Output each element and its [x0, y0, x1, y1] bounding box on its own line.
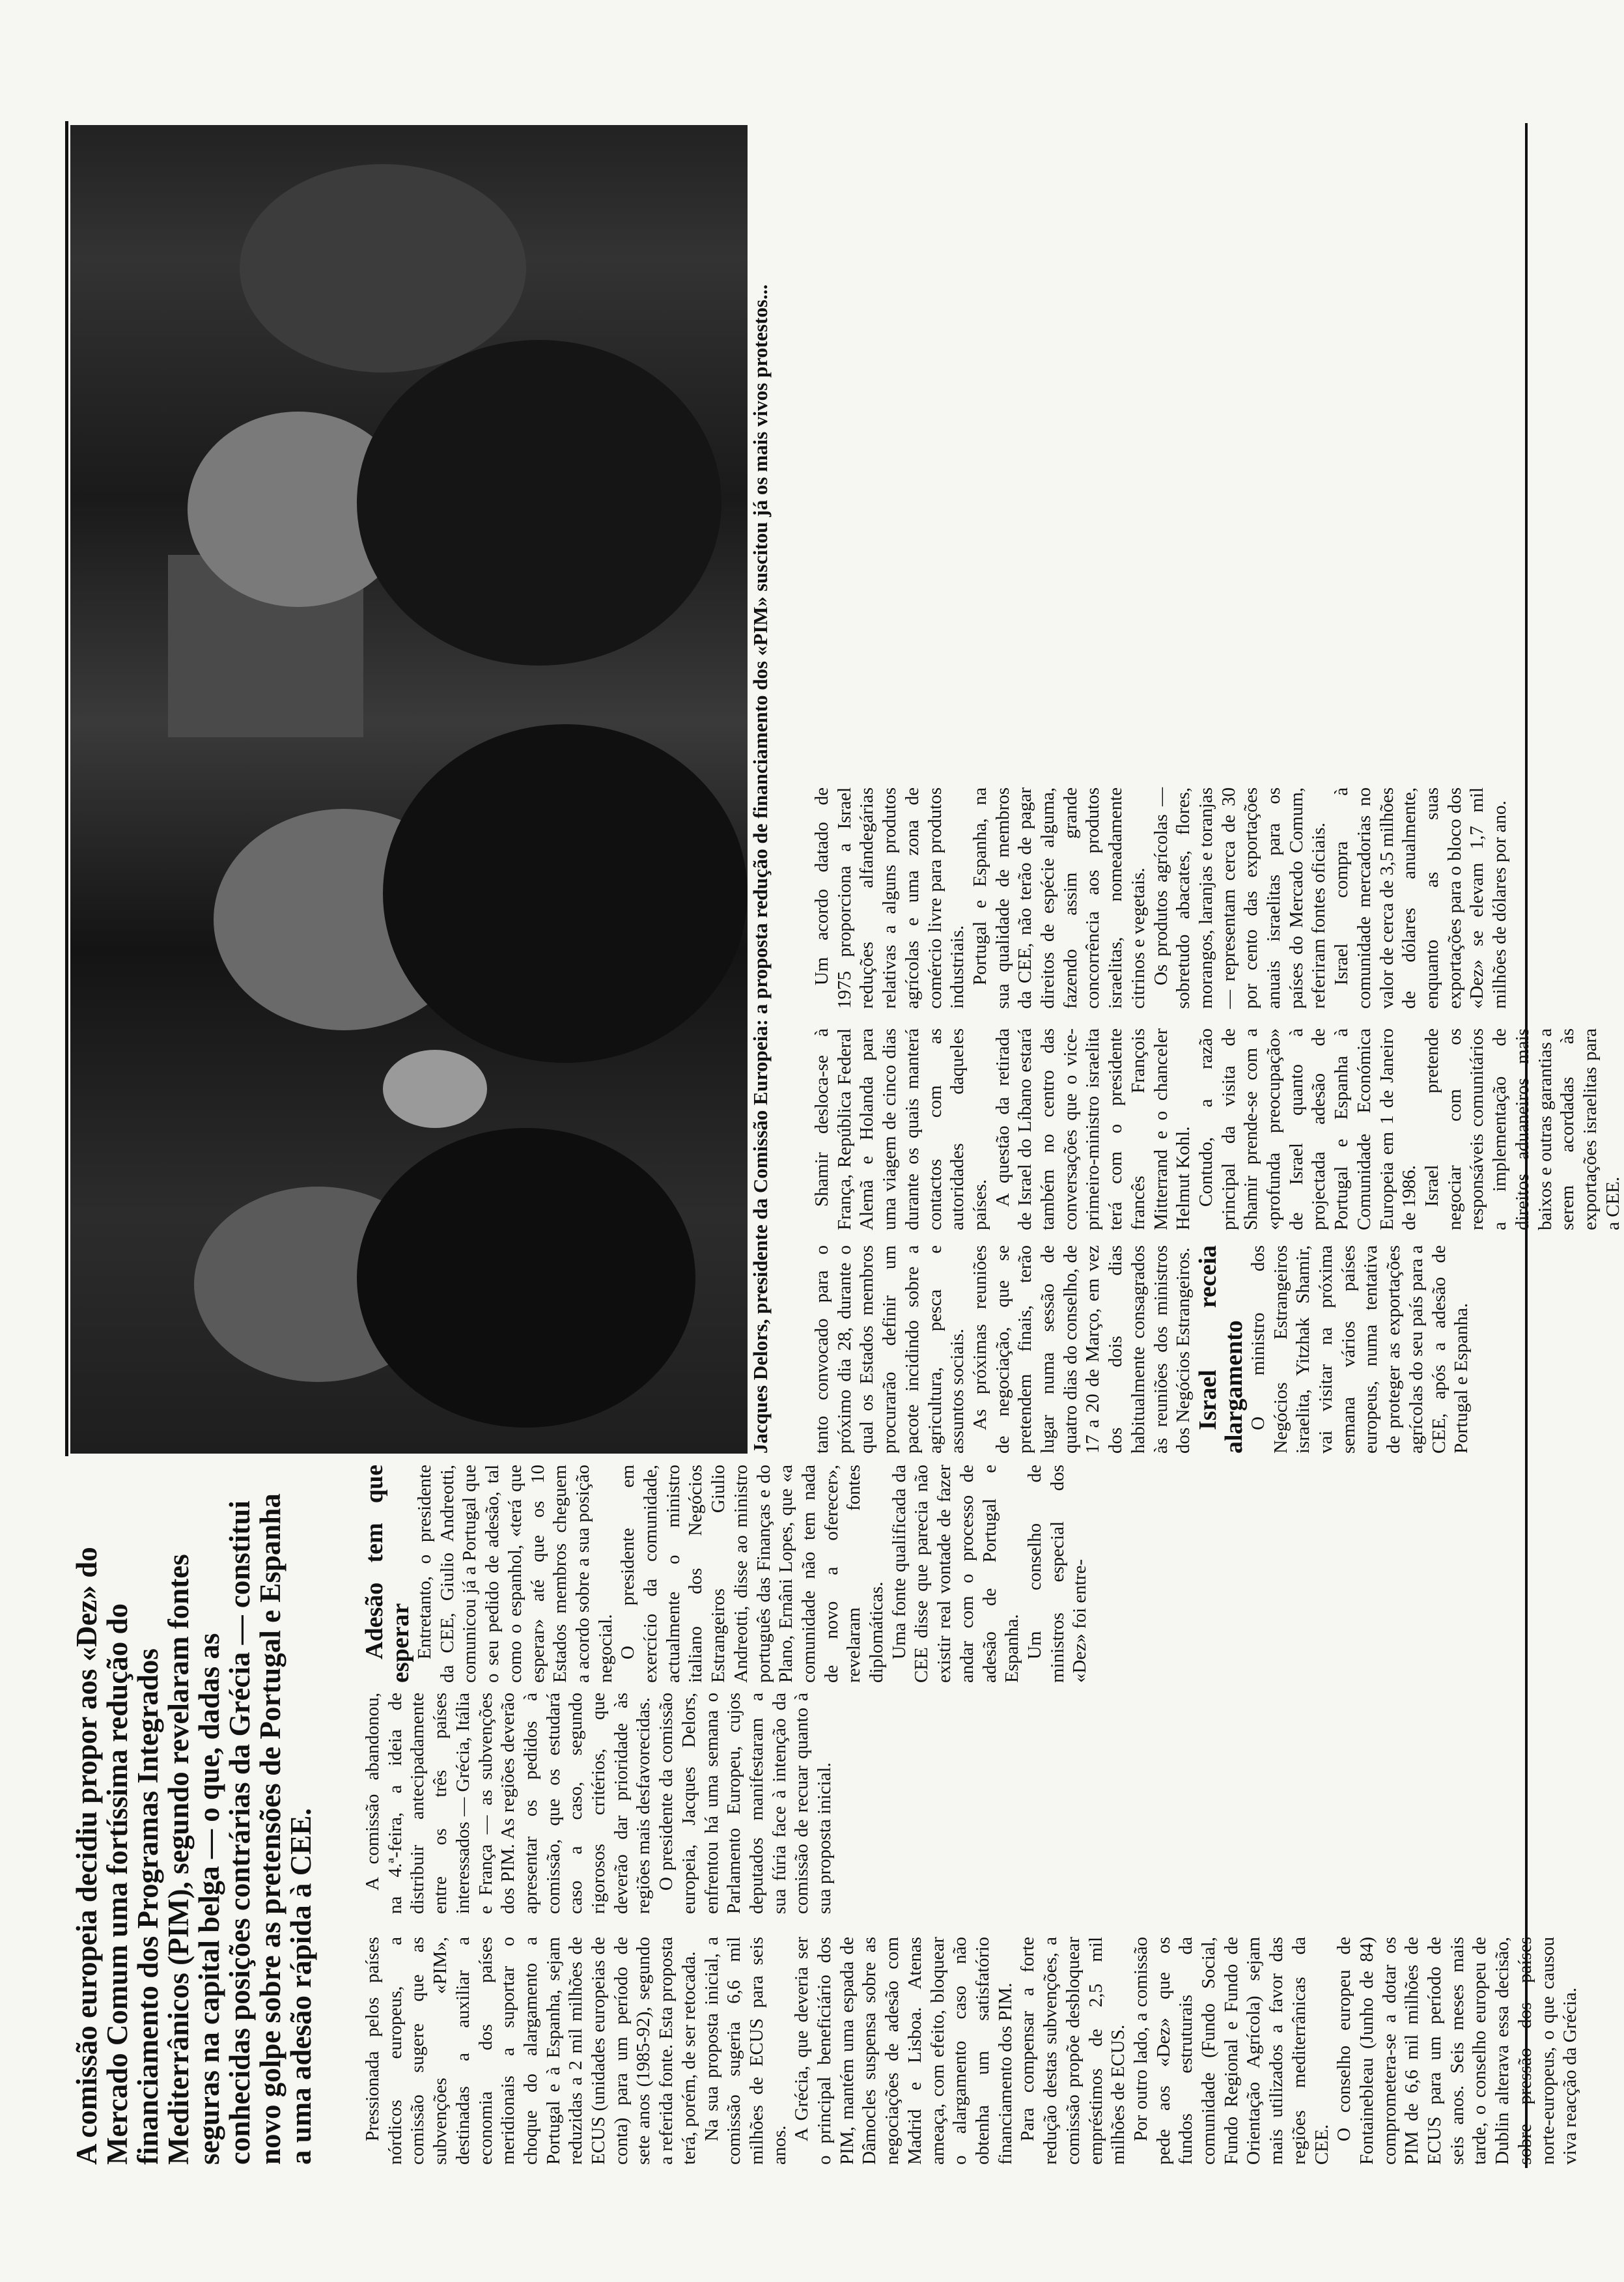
paragraph: O presidente da comissão europeia, Jacques Delors, enfrentou há uma semana o Parlamento Europeu, cujos deputados manifestaram a sua fúria face à intenção da comissão de recuar quanto à sua proposta inicial. [656, 1693, 835, 1914]
paragraph: Os produtos agrícolas — sobretudo abacates, flores, morangos, laranjas e toranjas — representam cerca de 30 por cento das exportações anuais israelitas para os países do Mercado Comum, referiram fontes oficiais. [1150, 787, 1330, 1009]
paragraph: A questão da retirada de Israel do Líbano estará também no centro das conversações que o vice-primeiro-ministro israelita terá com o presidente francês François Mitterrand e o chanceler Helmut Kohl. [992, 1028, 1194, 1230]
paragraph: Portugal e Espanha, na sua qualidade de membros da CEE, não terão de pagar direitos de espécie alguma, fazendo assim grande concorrência aos produtos israelitas, nomeadamente citrinos e vegetais. [969, 787, 1149, 1009]
top-rule [65, 121, 68, 1456]
paragraph: Na sua proposta inicial, a comissão sugeria 6,6 mil milhões de ECUS para seis anos. [701, 1937, 790, 2165]
article-column-5 [811, 1028, 1624, 1230]
paragraph: tanto convocado para o próximo dia 28, durante o qual os Estados membros procurarão definir um pacote incidindo sobre a agricultura, pesca e assuntos sociais. [811, 1245, 968, 1454]
subheading-adesao: Adesão tem que esperar [361, 1465, 414, 1683]
paragraph: As próximas reuniões de negociação, que se pretendem finais, terão lugar numa sessão de quatro dias do conselho, de 17 a 20 de Março, em vez dos dois dias habitualmente consagrados às reuniões dos ministros dos Negócios Estrangeiros. [969, 1245, 1194, 1454]
paragraph: Israel pretende negociar com os responsáveis comunitários a implementação de direitos aduaneiros mais baixos e outras garantias a serem acordadas às exportações israelitas para a CEE. [1421, 1028, 1623, 1230]
paragraph: Uma fonte qualificada da CEE disse que parecia não existir real vontade de fazer andar com o processo de adesão de Portugal e Espanha. [888, 1465, 1023, 1683]
paragraph: A comissão abandonou, na 4.ª-feira, a ideia de distribuir antecipadamente entre os três países interessados — Grécia, Itália e França — as subvenções dos PIM. As regiões deverão apresentar os pedidos à comissão, que os estudará caso a caso, segundo rigorosos critérios, que deverão dar prioridade às regiões mais desfavorecidas. [362, 1693, 654, 1914]
paragraph: O ministro dos Negócios Estrangeiros israelita, Yitzhak Shamir, vai visitar na próxima semana vários países europeus, numa tentativa de proteger as exportações agrícolas do seu país para a CEE, após a adesão de Portugal e Espanha. [1247, 1245, 1472, 1454]
article-column-4 [811, 1245, 1473, 1454]
photo-caption: Jacques Delors, presidente da Comissão Europeia: a proposta redução de financiamento dos «PIM» suscitou já os mais vivos protestos... [749, 284, 772, 1454]
article-column-6 [811, 787, 1511, 1009]
paragraph: Contudo, a razão principal da visita de Shamir prende-se com a «profunda preocupação» de Israel quanto à projectada adesão de Portugal e Espanha à Comunidade Económica Europeia em 1 de Janeiro de 1986. [1195, 1028, 1420, 1230]
paragraph: Um conselho de ministros especial dos «Dez» foi entre- [1024, 1465, 1091, 1683]
paragraph: Shamir desloca-se à França, República Federal Alemã e Holanda para uma viagem de cinco dias durante os quais manterá contactos com as autoridades daqueles países. [811, 1028, 990, 1230]
headline: A comissão europeia decidiu propor aos «Dez» do Mercado Comum uma fortíssima redução do financiamento dos Programas Integrados Mediterrânicos (PIM), segundo revelaram fontes seguras na capital belga — o que, dadas as conhecidas posições contrárias da Grécia — constitui novo golpe sobre as pretensões de Portugal e Espanha a uma adesão rápida à CEE. [70, 1493, 317, 2165]
paragraph: O presidente em exercício da comunidade, actualmente o ministro italiano dos Negócios Estrangeiros Giulio Andreotti, disse ao ministro português das Finanças e do Plano, Ernâni Lopes, que «a comunidade não tem nada de novo a oferecer», revelaram fontes diplomáticas. [617, 1465, 888, 1683]
news-photo [70, 125, 748, 1454]
paragraph: Um acordo datado de 1975 proporciona a Israel reduções alfandegárias relativas a alguns produtos agrícolas e uma zona de comércio livre para produtos industriais. [811, 787, 968, 1009]
article-column-2 [361, 1693, 836, 1914]
article-column-1 [361, 1937, 1582, 2165]
paragraph: Israel compra à comunidade mercadorias no valor de cerca de 3,5 milhões de dólares anualmente, enquanto as suas exportações para o bloco dos «Dez» se elevam 1,7 mil milhões de dólares por ano. [1331, 787, 1511, 1009]
subheading-israel: Israel receia alargamento [1194, 1245, 1248, 1454]
paragraph: Entretanto, o presidente da CEE, Giulio Andreotti, comunicou já a Portugal que o seu pedido de adesão, tal como o espanhol, «terá que esperar» até que os 10 Estados membros cheguem a acordo sobre a sua posição negocial. [414, 1465, 616, 1683]
paragraph: O conselho europeu de Fontainebleau (Junho de 84) comprometera-se a dotar os PIM de 6,6 mil milhões de ECUS para um período de seis anos. Seis meses mais tarde, o conselho europeu de Dublin alterava essa decisão, sobre pressão dos países norte-europeus, o que causou viva reacção da Grécia. [1334, 1937, 1581, 2165]
article-column-3 [361, 1465, 1091, 1683]
paragraph: Pressionada pelos países nórdicos europeus, a comissão sugere que as subvenções «PIM», destinadas a auxiliar a economia dos países meridionais a suportar o choque do alargamento a Portugal e à Espanha, sejam reduzidas a 2 mil milhões de ECUS (unidades europeias de conta) para um período de sete anos (1985-92), segundo a referida fonte. Esta proposta terá, porém, de ser retocada. [362, 1937, 699, 2165]
paragraph: A Grécia, que deveria ser o principal beneficiário dos PIM, mantém uma espada de Dâmocles suspensa sobre as negociações de adesão com Madrid e Lisboa. Atenas ameaça, com efeito, bloquear o alargamento caso não obtenha um satisfatório financiamento dos PIM. [791, 1937, 1016, 2165]
paragraph: Por outro lado, a comissão pede aos «Dez» que os fundos estruturais da comunidade (Fundo Social, Fundo Regional e Fundo de Orientação Agrícola) sejam mais utilizados a favor das regiões mediterrânicas da CEE. [1130, 1937, 1332, 2165]
photo-figures-icon [70, 125, 748, 1454]
paragraph: Para compensar a forte redução destas subvenções, a comissão propõe desbloquear empréstimos de 2,5 mil milhões de ECUS. [1017, 1937, 1129, 2165]
